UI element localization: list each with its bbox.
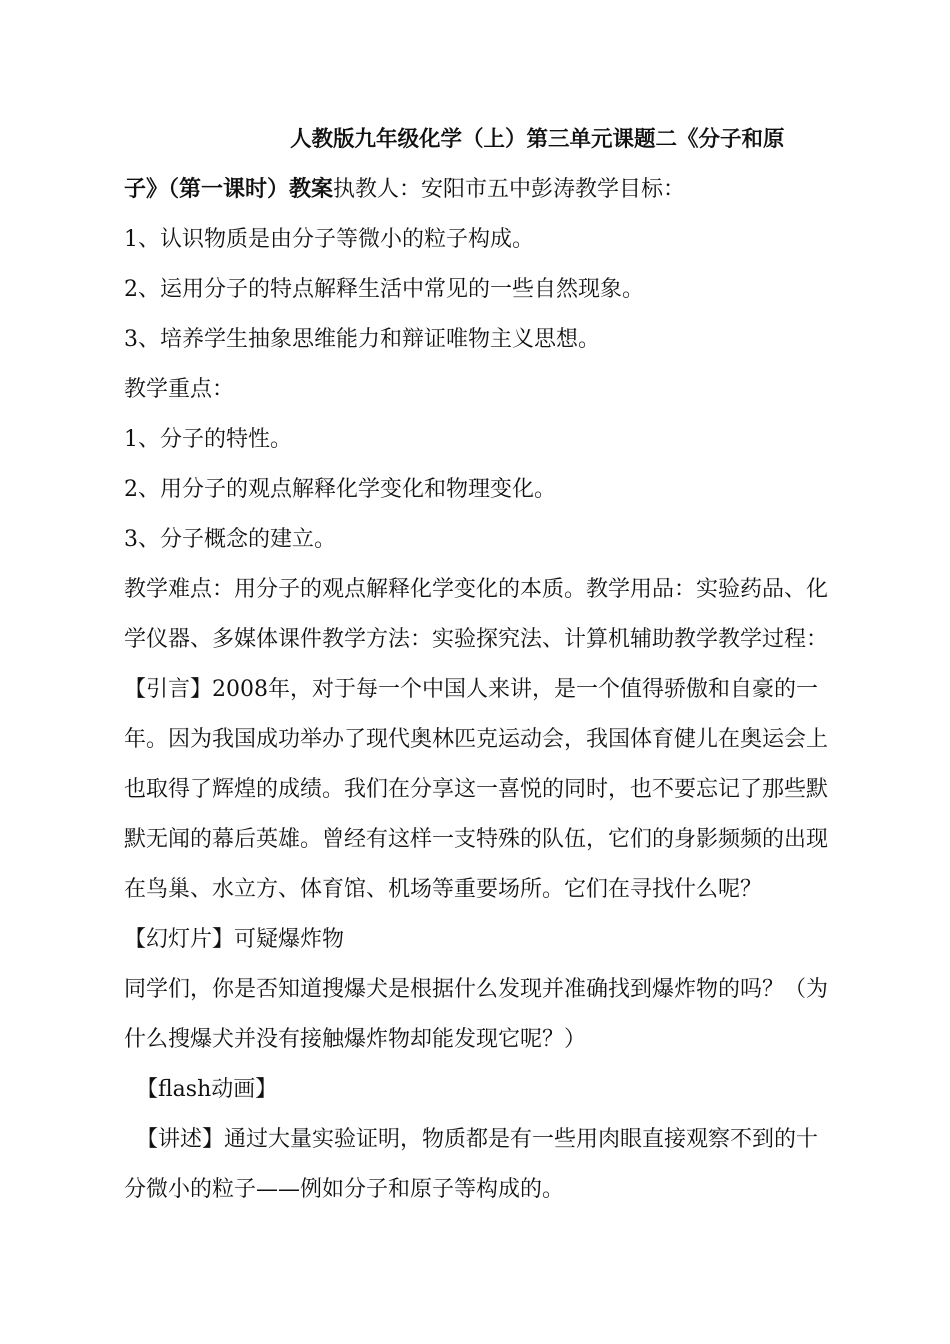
- document-title-line-2: [124, 175, 844, 205]
- teaching-goal-3: 3、培养学生抽象思维能力和辩证唯物主义思想。: [124, 327, 600, 352]
- teaching-goal-2: 2、运用分子的特点解释生活中常见的一些自然现象。: [124, 277, 644, 302]
- difficulty-line-1: 教学难点：用分子的观点解释化学变化的本质。教学用品：实验药品、化: [124, 577, 829, 602]
- question-line-2: 什么搜爆犬并没有接触爆炸物却能发现它呢？）: [124, 1027, 587, 1052]
- intro-paragraph-line-1: 【引言】2008年，对于每一个中国人来讲，是一个值得骄傲和自豪的一: [124, 677, 818, 702]
- document-title-continuation: 子》（第一课时）教案: [124, 177, 334, 202]
- lecture-line-1: 【讲述】通过大量实验证明，物质都是有一些用肉眼直接观察不到的十: [136, 1127, 819, 1152]
- key-point-3: 3、分子概念的建立。: [124, 527, 336, 552]
- intro-paragraph-line-3: 也取得了辉煌的成绩。我们在分享这一喜悦的同时，也不要忘记了那些默: [124, 777, 829, 802]
- difficulty-line-2: 学仪器、多媒体课件教学方法：实验探究法、计算机辅助教学教学过程：: [124, 627, 829, 652]
- slide-label: 【幻灯片】可疑爆炸物: [124, 927, 345, 952]
- intro-paragraph-line-5: 在鸟巢、水立方、体育馆、机场等重要场所。它们在寻找什么呢？: [124, 877, 763, 902]
- teacher-and-goals-heading: 执教人：安阳市五中彭涛教学目标：: [333, 177, 686, 202]
- key-point-1: 1、分子的特性。: [124, 427, 292, 452]
- flash-animation-label: 【flash动画】: [136, 1077, 278, 1102]
- lecture-line-2: 分微小的粒子——例如分子和原子等构成的。: [124, 1177, 565, 1202]
- intro-paragraph-line-4: 默无闻的幕后英雄。曾经有这样一支特殊的队伍，它们的身影频频的出现: [124, 827, 829, 852]
- key-point-2: 2、用分子的观点解释化学变化和物理变化。: [124, 477, 556, 502]
- intro-paragraph-line-2: 年。因为我国成功举办了现代奥林匹克运动会，我国体育健儿在奥运会上: [124, 727, 829, 752]
- document-title-line-1: 人教版九年级化学（上）第三单元课题二《分子和原: [290, 127, 785, 152]
- question-line-1: 同学们，你是否知道搜爆犬是根据什么发现并准确找到爆炸物的吗？（为: [124, 977, 829, 1002]
- key-points-heading: 教学重点：: [124, 377, 235, 402]
- teaching-goal-1: 1、认识物质是由分子等微小的粒子构成。: [124, 227, 534, 252]
